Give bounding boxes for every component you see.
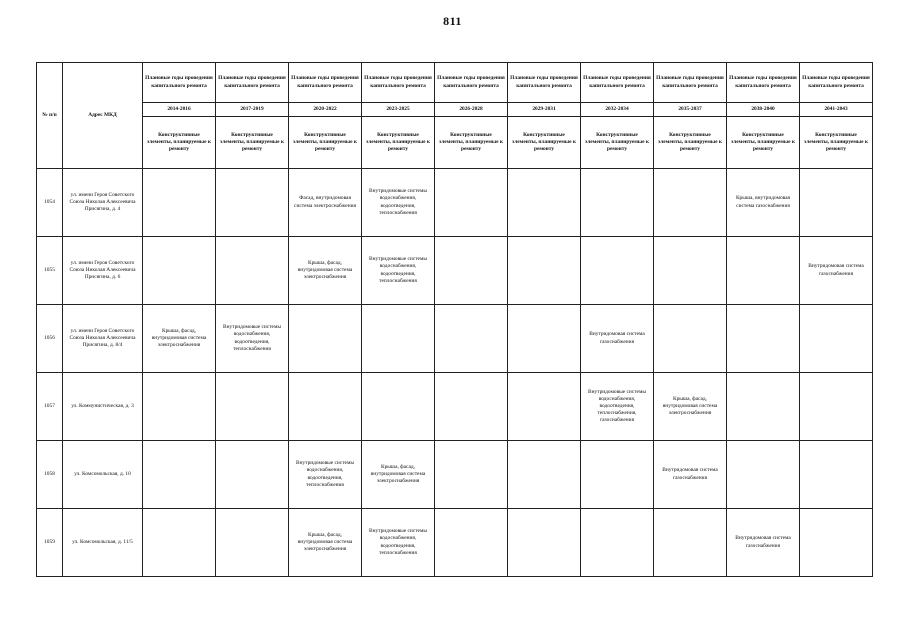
table-row bbox=[37, 237, 873, 305]
elements-caption-row bbox=[37, 117, 873, 169]
schedule-cell bbox=[654, 237, 727, 305]
table-row bbox=[37, 441, 873, 509]
schedule-cell bbox=[581, 237, 654, 305]
period-range: 2035-2037 bbox=[654, 103, 727, 117]
schedule-cell bbox=[508, 169, 581, 237]
schedule-cell: Внутридомовые системы водоснабжения, водоотведения, теплоснабжения bbox=[362, 509, 435, 577]
period-title: Плановые годы проведения капитального ремонта bbox=[581, 63, 654, 103]
period-title-row bbox=[37, 63, 873, 103]
schedule-cell bbox=[800, 509, 873, 577]
table-header bbox=[37, 63, 873, 169]
row-number: 1058 bbox=[37, 441, 63, 509]
schedule-cell bbox=[581, 169, 654, 237]
period-range: 2026-2028 bbox=[435, 103, 508, 117]
schedule-cell: Внутридомовая система газоснабжения bbox=[727, 509, 800, 577]
period-range: 2038-2040 bbox=[727, 103, 800, 117]
schedule-cell: Внутридомовые системы водоснабжения, водоотведения, теплоснабжения bbox=[362, 169, 435, 237]
period-range: 2014-2016 bbox=[143, 103, 216, 117]
row-number: 1056 bbox=[37, 305, 63, 373]
row-address: ул. Комсомольская, д. 10 bbox=[63, 441, 143, 509]
schedule-cell bbox=[727, 237, 800, 305]
schedule-cell bbox=[581, 441, 654, 509]
table-row bbox=[37, 169, 873, 237]
period-range: 2032-2034 bbox=[581, 103, 654, 117]
period-range: 2023-2025 bbox=[362, 103, 435, 117]
schedule-cell bbox=[362, 305, 435, 373]
schedule-cell: Внутридомовая система газоснабжения bbox=[581, 305, 654, 373]
elements-caption: Конструктивные элементы, планируемые к ремонту bbox=[435, 117, 508, 169]
period-range: 2041-2043 bbox=[800, 103, 873, 117]
elements-caption: Конструктивные элементы, планируемые к ремонту bbox=[800, 117, 873, 169]
number-column-header: № п/п bbox=[37, 63, 63, 169]
schedule-cell bbox=[727, 441, 800, 509]
schedule-cell bbox=[143, 441, 216, 509]
row-number: 1059 bbox=[37, 509, 63, 577]
schedule-cell: Крыша, фасад, внутридомовая система электроснабжения bbox=[654, 373, 727, 441]
schedule-cell bbox=[800, 305, 873, 373]
schedule-cell bbox=[216, 373, 289, 441]
elements-caption: Конструктивные элементы, планируемые к ремонту bbox=[362, 117, 435, 169]
schedule-cell bbox=[654, 509, 727, 577]
period-title: Плановые годы проведения капитального ремонта bbox=[435, 63, 508, 103]
row-address: ул. имени Героя Советского Союза Николая Алексеевича Присягина, д. 6 bbox=[63, 237, 143, 305]
schedule-cell bbox=[727, 305, 800, 373]
schedule-cell bbox=[435, 169, 508, 237]
schedule-cell bbox=[581, 509, 654, 577]
schedule-cell bbox=[508, 237, 581, 305]
schedule-cell bbox=[435, 441, 508, 509]
schedule-cell bbox=[362, 373, 435, 441]
row-address: ул. имени Героя Советского Союза Николая Алексеевича Присягина, д. 4 bbox=[63, 169, 143, 237]
period-title: Плановые годы проведения капитального ремонта bbox=[727, 63, 800, 103]
row-address: ул. имени Героя Советского Союза Николая Алексеевича Присягина, д. 8/4 bbox=[63, 305, 143, 373]
schedule-cell bbox=[508, 441, 581, 509]
schedule-cell: Крыша, фасад, внутридомовая система электроснабжения bbox=[143, 305, 216, 373]
schedule-cell bbox=[143, 509, 216, 577]
period-range: 2029-2031 bbox=[508, 103, 581, 117]
period-title: Плановые годы проведения капитального ремонта bbox=[654, 63, 727, 103]
row-number: 1055 bbox=[37, 237, 63, 305]
elements-caption: Конструктивные элементы, планируемые к ремонту bbox=[289, 117, 362, 169]
period-range: 2017-2019 bbox=[216, 103, 289, 117]
schedule-cell bbox=[435, 305, 508, 373]
schedule-cell bbox=[508, 373, 581, 441]
schedule-cell: Внутридомовые системы водоснабжения, водоотведения, теплоснабжения bbox=[216, 305, 289, 373]
period-title: Плановые годы проведения капитального ремонта bbox=[362, 63, 435, 103]
schedule-cell: Крыша, внутридомовая система газоснабжения bbox=[727, 169, 800, 237]
schedule-cell bbox=[727, 373, 800, 441]
schedule-cell: Фасад, внутридомовая система электроснабжения bbox=[289, 169, 362, 237]
period-title: Плановые годы проведения капитального ремонта bbox=[289, 63, 362, 103]
period-title: Плановые годы проведения капитального ремонта bbox=[216, 63, 289, 103]
schedule-cell bbox=[435, 237, 508, 305]
schedule-cell: Внутридомовые системы водоснабжения, водоотведения, теплоснабжения bbox=[362, 237, 435, 305]
elements-caption: Конструктивные элементы, планируемые к ремонту bbox=[727, 117, 800, 169]
schedule-cell bbox=[800, 441, 873, 509]
schedule-cell bbox=[143, 373, 216, 441]
repair-schedule-table bbox=[36, 62, 873, 577]
elements-caption: Конструктивные элементы, планируемые к ремонту bbox=[581, 117, 654, 169]
schedule-cell: Внутридомовые системы водоснабжения, водоотведения, теплоснабжения, газоснабжения bbox=[581, 373, 654, 441]
period-title: Плановые годы проведения капитального ремонта bbox=[508, 63, 581, 103]
period-range-row bbox=[37, 103, 873, 117]
schedule-cell bbox=[435, 373, 508, 441]
period-title: Плановые годы проведения капитального ремонта bbox=[143, 63, 216, 103]
schedule-cell bbox=[216, 441, 289, 509]
period-range: 2020-2022 bbox=[289, 103, 362, 117]
table-body bbox=[37, 169, 873, 577]
table-row bbox=[37, 509, 873, 577]
schedule-cell: Крыша, фасад, внутридомовая система электроснабжения bbox=[362, 441, 435, 509]
row-address: ул. Коммунистическая, д. 3 bbox=[63, 373, 143, 441]
elements-caption: Конструктивные элементы, планируемые к ремонту bbox=[216, 117, 289, 169]
schedule-cell bbox=[216, 509, 289, 577]
elements-caption: Конструктивные элементы, планируемые к ремонту bbox=[654, 117, 727, 169]
schedule-cell bbox=[143, 237, 216, 305]
period-title: Плановые годы проведения капитального ремонта bbox=[800, 63, 873, 103]
schedule-cell: Внутридомовая система газоснабжения bbox=[654, 441, 727, 509]
schedule-cell bbox=[800, 169, 873, 237]
schedule-cell bbox=[654, 169, 727, 237]
schedule-cell bbox=[143, 169, 216, 237]
schedule-cell bbox=[216, 237, 289, 305]
row-address: ул. Комсомольская, д. 11/5 bbox=[63, 509, 143, 577]
schedule-cell bbox=[435, 509, 508, 577]
address-column-header: Адрес МКД bbox=[63, 63, 143, 169]
schedule-cell bbox=[800, 373, 873, 441]
schedule-cell: Внутридомовая система газоснабжения bbox=[800, 237, 873, 305]
row-number: 1054 bbox=[37, 169, 63, 237]
elements-caption: Конструктивные элементы, планируемые к ремонту bbox=[143, 117, 216, 169]
table-row bbox=[37, 305, 873, 373]
table-row bbox=[37, 373, 873, 441]
schedule-cell bbox=[654, 305, 727, 373]
schedule-cell bbox=[289, 305, 362, 373]
schedule-cell bbox=[508, 305, 581, 373]
page-number: 811 bbox=[443, 14, 462, 28]
schedule-cell bbox=[216, 169, 289, 237]
schedule-cell: Крыша, фасад, внутридомовая система электроснабжения bbox=[289, 509, 362, 577]
schedule-cell: Крыша, фасад, внутридомовая система электроснабжения bbox=[289, 237, 362, 305]
schedule-cell: Внутридомовые системы водоснабжения, водоотведения, теплоснабжения bbox=[289, 441, 362, 509]
schedule-cell bbox=[289, 373, 362, 441]
row-number: 1057 bbox=[37, 373, 63, 441]
elements-caption: Конструктивные элементы, планируемые к ремонту bbox=[508, 117, 581, 169]
schedule-cell bbox=[508, 509, 581, 577]
